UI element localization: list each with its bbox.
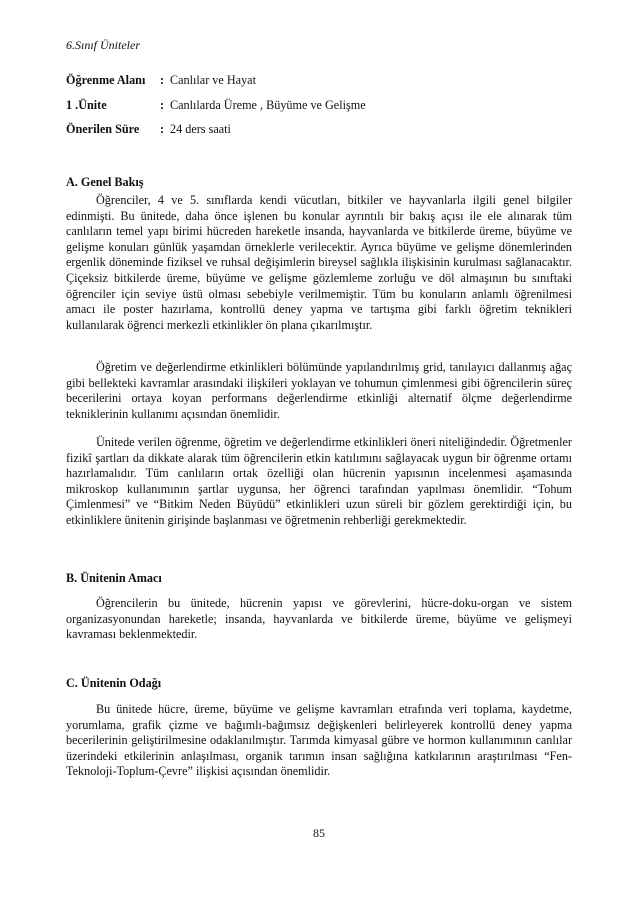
meta-key: Öğrenme Alanı bbox=[66, 73, 146, 87]
overview-paragraph-2: Öğretim ve değerlendirme etkinlikleri bölümünde yapılandırılmış grid, tanılayıcı dallanmış ağaç gibi bellekteki kavramlar arasındaki ilişkileri yoklayan ve tohumun çimlenmesi gibi öğrencilerin süreç becerilerini ortaya koyan performans değerlendirme etkinliği alternatif ölçme değerlendirme tekniklerinin kullanımı açısından önemlidir. bbox=[66, 360, 572, 421]
page-number: 85 bbox=[313, 826, 325, 840]
section-title-overview: A. Genel Bakış bbox=[66, 175, 144, 189]
overview-paragraph-1: Öğrenciler, 4 ve 5. sınıflarda kendi vücutları, bitkiler ve hayvanlarla ilgili genel bilgiler edinmişti. Bu ünitede, daha önce işlenen bu konular ayrıntılı bir bakış açısı ile ele alınarak tüm canlıların temel yapı birimi hücreden hareketle insanda, hayvanlarda ve bitkilerde üreme, büyüme ve gelişme konuları günlük yaşamdan örneklerle verilecektir. Ayrıca büyüme ve gelişme dönemlerinden ergenlik döneminde fiziksel ve ruhsal değişimlerin bireysel sağlıkla ilişkisinin kurulması sağlanacaktır. Çiçeksiz bitkilerde üreme, büyüme ve gelişme gözlemleme zorluğu ve döl almaşının bu sınıftaki öğrenciler için seviye üstü olması sebebiyle verilmemiştir. Tüm bu konuların anlamlı öğrenilmesi amacı ile poster hazırlama, kontrollü deney yapma ve tartışma gibi farklı öğretim teknikleri kullanılarak öğrenci merkezli etkinlikler ön plana çıkarılmıştır. bbox=[66, 193, 572, 332]
meta-value: Canlılar ve Hayat bbox=[170, 73, 256, 87]
section-title-focus: C. Ünitenin Odağı bbox=[66, 676, 162, 690]
focus-paragraph: Bu ünitede hücre, üreme, büyüme ve gelişme kavramları etrafında veri toplama, kaydetme, yorumlama, grafik çizme ve bağımlı-bağımsız değişkenleri belirleyerek kontrollü deney yapma becerilerinin geliştirilmesine odaklanılmıştır. Tarımda kimyasal gübre ve hormon kullanımının canlılar üzerindeki etkilerinin anlaşılması, organik tarımın insan sağlığına katkılarının araştırılması “Fen-Teknoloji-Toplum-Çevre” ilişkisi açısından önemlidir. bbox=[66, 702, 572, 779]
meta-value: 24 ders saati bbox=[170, 122, 231, 136]
meta-value: Canlılarda Üreme , Büyüme ve Gelişme bbox=[170, 98, 366, 112]
meta-colon: : bbox=[160, 122, 165, 136]
meta-colon: : bbox=[160, 73, 165, 87]
overview-paragraph-3: Ünitede verilen öğrenme, öğretim ve değerlendirme etkinlikleri öneri niteliğindedir. Öğretmenler fizikî şartları da dikkate alarak tüm öğrencilerin etkin katılımını sağlayacak uygun bir öğrenme ortamı hazırlamalıdır. Tüm canlıların ortak özelliği olan hücrenin yapısının incelenmesi aşamasında mikroskop kullanımının şartlar uygunsa, her öğrenci tarafından yapılması önemlidir. “Tohum Çimlenmesi” ve “Bitkim Neden Büyüdü” etkinlikleri uzun süreli bir gözlem gerektirdiği için, bu etkinliklere ünitenin girişinde başlanması ve öğretmenin rehberliği gerekmektedir. bbox=[66, 435, 572, 527]
section-title-purpose: B. Ünitenin Amacı bbox=[66, 571, 162, 585]
meta-key: 1 .Ünite bbox=[66, 98, 107, 112]
purpose-paragraph: Öğrencilerin bu ünitede, hücrenin yapısı ve görevlerini, hücre-doku-organ ve sistem organizasyonundan hareketle; insanda, hayvanlarda ve bitkilerde üreme, büyüme ve gelişmeyi kavraması beklenmektedir. bbox=[66, 596, 572, 642]
meta-key: Önerilen Süre bbox=[66, 122, 140, 136]
meta-colon: : bbox=[160, 98, 165, 112]
page-header: 6.Sınıf Üniteler bbox=[66, 38, 140, 52]
